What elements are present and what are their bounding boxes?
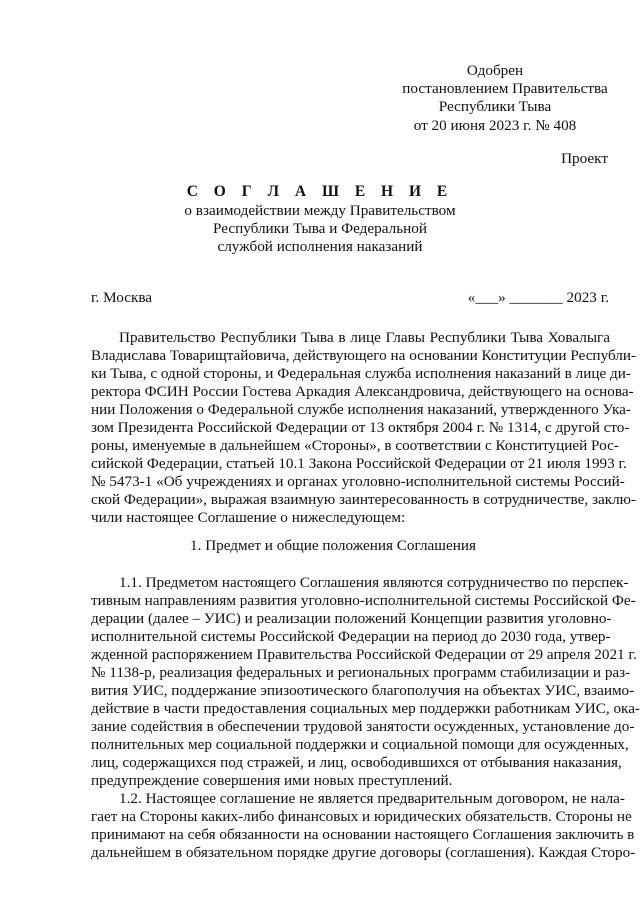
paragraph-line: дальнейшем в обязательном порядке другие договоры (соглашения). Каждая Сторо- xyxy=(91,844,636,861)
paragraph-line: чили настоящее Соглашение о нижеследующем: xyxy=(91,509,406,526)
signing-date: «___» _______ 2023 г. xyxy=(467,289,609,306)
paragraph-line: полнительных мер социальной поддержки и социальной помощи для осужденных, xyxy=(91,736,629,753)
paragraph-line: ки Тыва, с одной стороны, и Федеральная служба исполнения наказаний в лице ди- xyxy=(91,365,631,382)
paragraph-line: вития УИС, поддержание эпизоотического благополучия на объектах УИС, взаимо- xyxy=(91,682,635,699)
project-label: Проект xyxy=(561,150,608,167)
paragraph-line: тивным направлениям развития уголовно-исполнительной системы Российской Фе- xyxy=(91,592,636,609)
paragraph-line: жденной распоряжением Правительства Российской Федерации от 29 апреля 2021 г. xyxy=(91,646,637,663)
document-subtitle-line: Республики Тыва и Федеральной xyxy=(213,220,427,237)
paragraph-line: предупреждение совершения ими новых преступлений. xyxy=(91,772,453,789)
approval-line: Одобрен xyxy=(466,62,524,79)
paragraph-line: 1.1. Предметом настоящего Соглашения являются сотрудничество по перспек- xyxy=(119,574,629,591)
paragraph-line: зание содействия в обеспечении трудовой занятости осужденных, установление до- xyxy=(91,718,635,735)
paragraph-line: дерации (далее – УИС) и реализации положений Концепции развития уголовно- xyxy=(91,610,612,627)
paragraph-line: 1.2. Настоящее соглашение не является предварительным договором, не нала- xyxy=(119,790,625,807)
approval-line: от 20 июня 2023 г. № 408 xyxy=(413,117,577,134)
paragraph-line: действие в части предоставления социальных мер поддержки работникам УИС, ока- xyxy=(91,700,640,717)
document-subtitle-line: о взаимодействии между Правительством xyxy=(184,202,456,219)
document-subtitle-line: службой исполнения наказаний xyxy=(217,238,423,255)
section-heading: 1. Предмет и общие положения Соглашения xyxy=(190,537,476,554)
approval-line: постановлением Правительства xyxy=(402,80,608,97)
paragraph-line: ской Федерации», выражая взаимную заинтересованность в сотрудничестве, заклю- xyxy=(91,491,637,508)
paragraph-line: зом Президента Российской Федерации от 13 октября 2004 г. № 1314, с другой сто- xyxy=(91,419,630,436)
paragraph-line: нии Положения о Федеральной службе исполнения наказаний, утвержденного Ука- xyxy=(91,401,631,418)
paragraph-line: лиц, содержащихся под стражей, и лиц, освободившихся от отбывания наказания, xyxy=(91,754,622,771)
approval-line: Республики Тыва xyxy=(438,98,552,115)
paragraph-line: Правительство Республики Тыва в лице Главы Республики Тыва Ховалыга xyxy=(119,329,610,346)
paragraph-line: № 5473-1 «Об учреждениях и органах уголовно-исполнительной системы Россий- xyxy=(91,473,625,490)
place-of-signing: г. Москва xyxy=(91,289,153,306)
paragraph-line: принимают на себя обязанности на основании настоящего Соглашения заключить в xyxy=(91,826,635,843)
paragraph-line: исполнительной системы Российской Федерации на период до 2030 года, утвер- xyxy=(91,628,611,645)
paragraph-line: Владислава Товарищтайовича, действующего на основании Конституции Республи- xyxy=(91,347,637,364)
paragraph-line: ректора ФСИН России Гостева Аркадия Александровича, действующего на основа- xyxy=(91,383,634,400)
paragraph-line: роны, именуемые в дальнейшем «Стороны», в соответствии с Конституцией Рос- xyxy=(91,437,619,454)
document-title: С О Г Л А Ш Е Н И Е xyxy=(186,183,454,200)
paragraph-line: сийской Федерации, статьей 10.1 Закона Российской Федерации от 21 июля 1993 г. xyxy=(91,455,627,472)
paragraph-line: № 1138-р, реализация федеральных и региональных программ стабилизации и раз- xyxy=(91,664,631,681)
paragraph-line: гает на Стороны каких-либо финансовых и юридических обязательств. Стороны не xyxy=(91,808,632,825)
